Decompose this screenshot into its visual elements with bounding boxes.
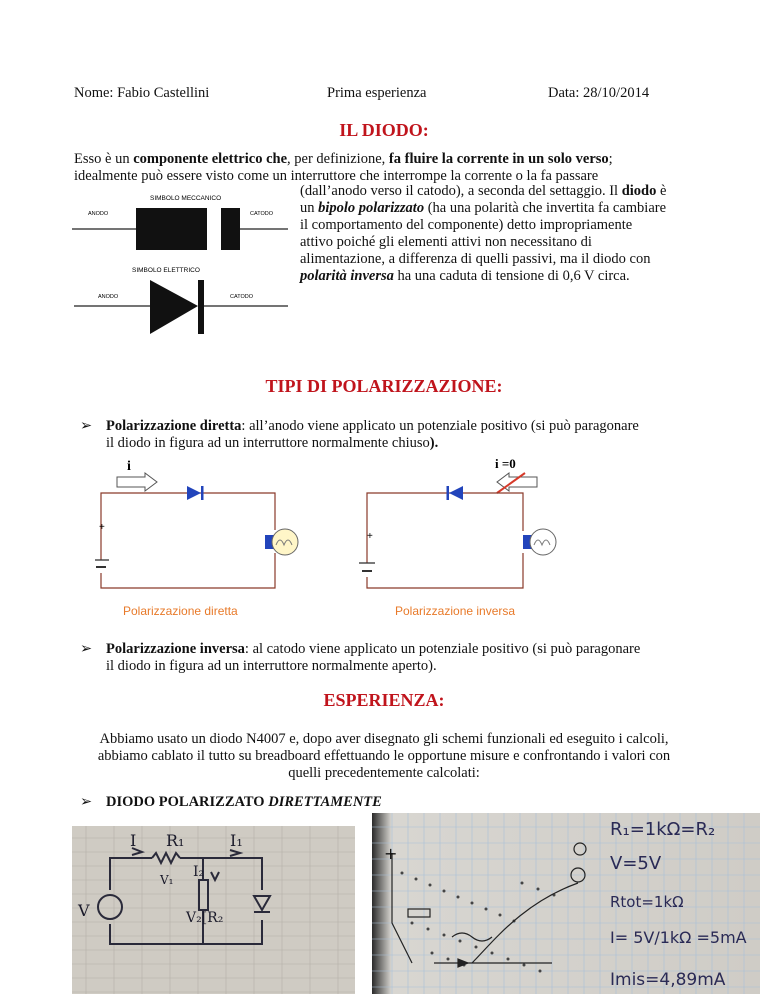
document-date: Data: 28/10/2014: [548, 85, 650, 101]
caption-forward: Polarizzazione diretta: [123, 604, 238, 618]
breadboard-photo: [372, 813, 760, 994]
bullet-reverse-bias: ➢ Polarizzazione inversa: al catodo viene applicato un potenziale positivo (si può paragonare il diodo in figura ad un interruttore normalmente aperto).: [80, 641, 641, 674]
electrical-symbol-title: SIMBOLO ELETTRICO: [132, 267, 200, 274]
arrow-bullet-icon: ➢: [80, 641, 93, 657]
forward-bias-circuit: [95, 459, 298, 618]
cathode-band: [207, 208, 221, 250]
heading-il-diodo: IL DIODO:: [339, 120, 429, 140]
current-label: i: [127, 459, 131, 474]
svg-text:+: +: [367, 531, 373, 542]
note-v1: V₁: [160, 873, 174, 887]
diode-icon: [449, 486, 463, 500]
intro-paragraph: Esso è un componente elettrico che, per definizione, fa fluire la corrente in un solo verso; idealmente può essere visto come un interruttore che interrompe la corrente o la fa passare: [74, 151, 613, 184]
mechanical-diode-body: [136, 208, 240, 250]
document-title: Prima esperienza: [327, 85, 427, 101]
schematic-photo: [72, 826, 355, 994]
mechanical-symbol-title: SIMBOLO MECCANICO: [150, 195, 222, 202]
svg-text:+: +: [99, 522, 105, 533]
calc-imis: Imis=4,89mA: [610, 970, 726, 990]
diode-symbols-figure: [66, 188, 296, 348]
calc-r1: R₁=1kΩ=R₂: [610, 819, 716, 840]
reverse-bias-circuit: [359, 456, 556, 618]
calc-rtot: Rtot=1kΩ: [610, 893, 684, 911]
bullet-direct-diode: ➢ DIODO POLARIZZATO DIRETTAMENTE: [80, 794, 382, 810]
diode-description: (dall’anodo verso il catodo), a seconda del settaggio. Il diodo è un bipolo polarizzato (ha una polarità che invertita fa cambiare il comportamento del componente) detto impropriamente attivo poiché gli elementi attivi non necessitano di alimentazione, a differenza di quelli passivi, ma il diodo con polarità inversa ha una caduta di tensione di 0,6 V circa.: [300, 183, 667, 284]
anode-label-electrical: ANODO: [98, 294, 119, 300]
note-v2r2: V₂[R₂: [186, 910, 224, 926]
polarization-figure: [95, 455, 560, 625]
cathode-label: CATODO: [250, 211, 274, 217]
note-i1: I₁: [230, 831, 243, 850]
current-arrow-icon: [117, 473, 157, 491]
caption-reverse: Polarizzazione inversa: [395, 604, 516, 618]
diode-icon: [187, 486, 201, 500]
note-current: I: [130, 831, 137, 850]
bullet-forward-bias: ➢ Polarizzazione diretta: all’anodo viene applicato un potenziale positivo (si può paragonare il diodo in figura ad un interruttore normalmente chiuso).: [80, 418, 639, 451]
calc-i: I= 5V/1kΩ =5mA: [610, 928, 747, 947]
svg-text:+: +: [384, 844, 398, 863]
heading-esperienza: ESPERIENZA:: [323, 690, 445, 710]
anode-label: ANODO: [88, 211, 109, 217]
note-i2: I₂: [193, 864, 205, 880]
calc-v: V=5V: [610, 853, 662, 874]
arrow-bullet-icon: ➢: [80, 794, 93, 810]
note-v: V: [78, 901, 90, 920]
zero-current-label: i =0: [495, 456, 516, 471]
arrow-bullet-icon: ➢: [80, 418, 93, 434]
experiment-paragraph: Abbiamo usato un diodo N4007 e, dopo aver disegnato gli schemi funzionali ed eseguito i calcoli, abbiamo cablato il tutto su breadboard effettuando le opportune misure e confrontando i valori con quelli precedentemente calcolati:: [97, 731, 671, 781]
diode-triangle: [150, 280, 198, 334]
diode-bar: [198, 280, 204, 334]
note-r1: R₁: [166, 831, 185, 850]
heading-polarization-types: TIPI DI POLARIZZAZIONE:: [265, 376, 503, 396]
author-name: Nome: Fabio Castellini: [74, 85, 210, 101]
cathode-label-electrical: CATODO: [230, 294, 254, 300]
